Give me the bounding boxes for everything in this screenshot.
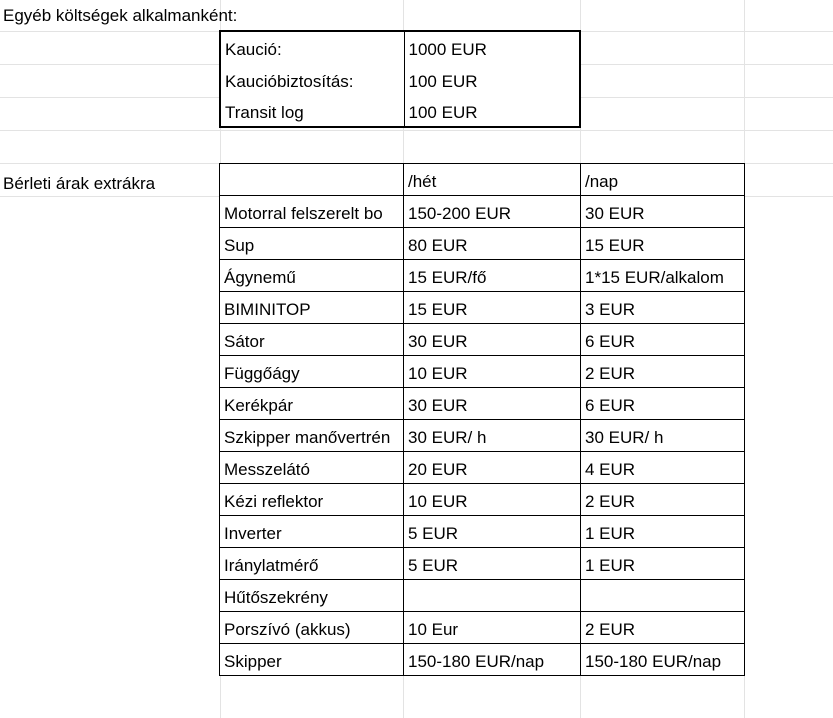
day-price-cell[interactable]: 1 EUR: [581, 516, 745, 548]
week-price-cell[interactable]: 15 EUR: [404, 292, 581, 324]
table-row: [220, 452, 745, 484]
week-price-cell[interactable]: 80 EUR: [404, 228, 581, 260]
week-price-cell[interactable]: 10 EUR: [404, 484, 581, 516]
extra-name-cell[interactable]: Szkipper manővertrén: [220, 420, 404, 452]
table-row: [220, 516, 745, 548]
week-price-cell[interactable]: 5 EUR: [404, 548, 581, 580]
day-price-cell[interactable]: 2 EUR: [581, 612, 745, 644]
week-price-cell[interactable]: 20 EUR: [404, 452, 581, 484]
day-price-cell[interactable]: 6 EUR: [581, 388, 745, 420]
week-price-cell[interactable]: 30 EUR/ h: [404, 420, 581, 452]
table-row: [220, 420, 745, 452]
week-price-cell[interactable]: 30 EUR: [404, 324, 581, 356]
fee-value-cell[interactable]: 100 EUR: [404, 63, 580, 95]
extras-section-title: Bérleti árak extrákra: [3, 174, 156, 193]
gridline: [0, 130, 833, 131]
day-price-cell[interactable]: [581, 580, 745, 612]
extra-name-cell[interactable]: Inverter: [220, 516, 404, 548]
extra-name-cell[interactable]: Sátor: [220, 324, 404, 356]
table-row: [220, 324, 745, 356]
fee-name-cell[interactable]: Transit log: [225, 103, 304, 122]
fee-name-cell[interactable]: Kaució:: [225, 40, 282, 59]
extra-name-cell[interactable]: Porszívó (akkus): [220, 612, 404, 644]
table-row: [220, 580, 745, 612]
extra-name-cell[interactable]: Sup: [220, 228, 404, 260]
extra-name-cell[interactable]: Hűtőszekrény: [220, 580, 404, 612]
extra-name-cell[interactable]: Kerékpár: [220, 388, 404, 420]
table-row: [220, 356, 745, 388]
week-price-cell[interactable]: 10 Eur: [404, 612, 581, 644]
week-price-cell[interactable]: 150-180 EUR/nap: [404, 644, 581, 676]
extra-name-cell[interactable]: Iránylatmérő: [220, 548, 404, 580]
extra-name-cell[interactable]: Motorral felszerelt bo: [220, 196, 404, 228]
extra-name-cell[interactable]: Messzelátó: [220, 452, 404, 484]
day-price-cell[interactable]: 4 EUR: [581, 452, 745, 484]
fees-table: [219, 30, 581, 128]
fee-value-cell[interactable]: 1000 EUR: [404, 31, 580, 63]
extra-name-cell[interactable]: BIMINITOP: [220, 292, 404, 324]
table-row: [220, 260, 745, 292]
extra-name-cell[interactable]: Skipper: [220, 644, 404, 676]
day-price-cell[interactable]: 2 EUR: [581, 484, 745, 516]
week-price-cell[interactable]: 15 EUR/fő: [404, 260, 581, 292]
week-price-cell[interactable]: 150-200 EUR: [404, 196, 581, 228]
day-price-cell[interactable]: 150-180 EUR/nap: [581, 644, 745, 676]
table-row: [220, 388, 745, 420]
week-price-cell[interactable]: [404, 580, 581, 612]
fee-value-cell[interactable]: 100 EUR: [404, 95, 580, 127]
day-price-cell[interactable]: 1*15 EUR/alkalom: [581, 260, 745, 292]
extra-name-cell[interactable]: Ágynemű: [220, 260, 404, 292]
week-header-cell[interactable]: /hét: [404, 164, 581, 196]
table-row: [220, 292, 745, 324]
table-row: [220, 196, 745, 228]
blank-header-cell[interactable]: [220, 164, 404, 196]
day-price-cell[interactable]: 15 EUR: [581, 228, 745, 260]
week-price-cell[interactable]: 10 EUR: [404, 356, 581, 388]
table-row: [220, 644, 745, 676]
day-price-cell[interactable]: 2 EUR: [581, 356, 745, 388]
day-price-cell[interactable]: 3 EUR: [581, 292, 745, 324]
table-header-row: [220, 164, 745, 196]
table-row: [220, 484, 745, 516]
table-row: [220, 228, 745, 260]
extras-table: [219, 163, 745, 676]
week-price-cell[interactable]: 5 EUR: [404, 516, 581, 548]
day-price-cell[interactable]: 6 EUR: [581, 324, 745, 356]
fee-name-cell[interactable]: Kaucióbiztosítás:: [225, 72, 354, 91]
extra-name-cell[interactable]: Függőágy: [220, 356, 404, 388]
table-row: [220, 63, 580, 95]
fees-section-title: Egyéb költségek alkalmanként:: [3, 6, 238, 25]
day-price-cell[interactable]: 30 EUR/ h: [581, 420, 745, 452]
table-row: [220, 31, 580, 63]
day-price-cell[interactable]: 1 EUR: [581, 548, 745, 580]
day-header-cell[interactable]: /nap: [581, 164, 745, 196]
table-row: [220, 95, 580, 127]
table-row: [220, 548, 745, 580]
day-price-cell[interactable]: 30 EUR: [581, 196, 745, 228]
table-row: [220, 612, 745, 644]
week-price-cell[interactable]: 30 EUR: [404, 388, 581, 420]
extra-name-cell[interactable]: Kézi reflektor: [220, 484, 404, 516]
